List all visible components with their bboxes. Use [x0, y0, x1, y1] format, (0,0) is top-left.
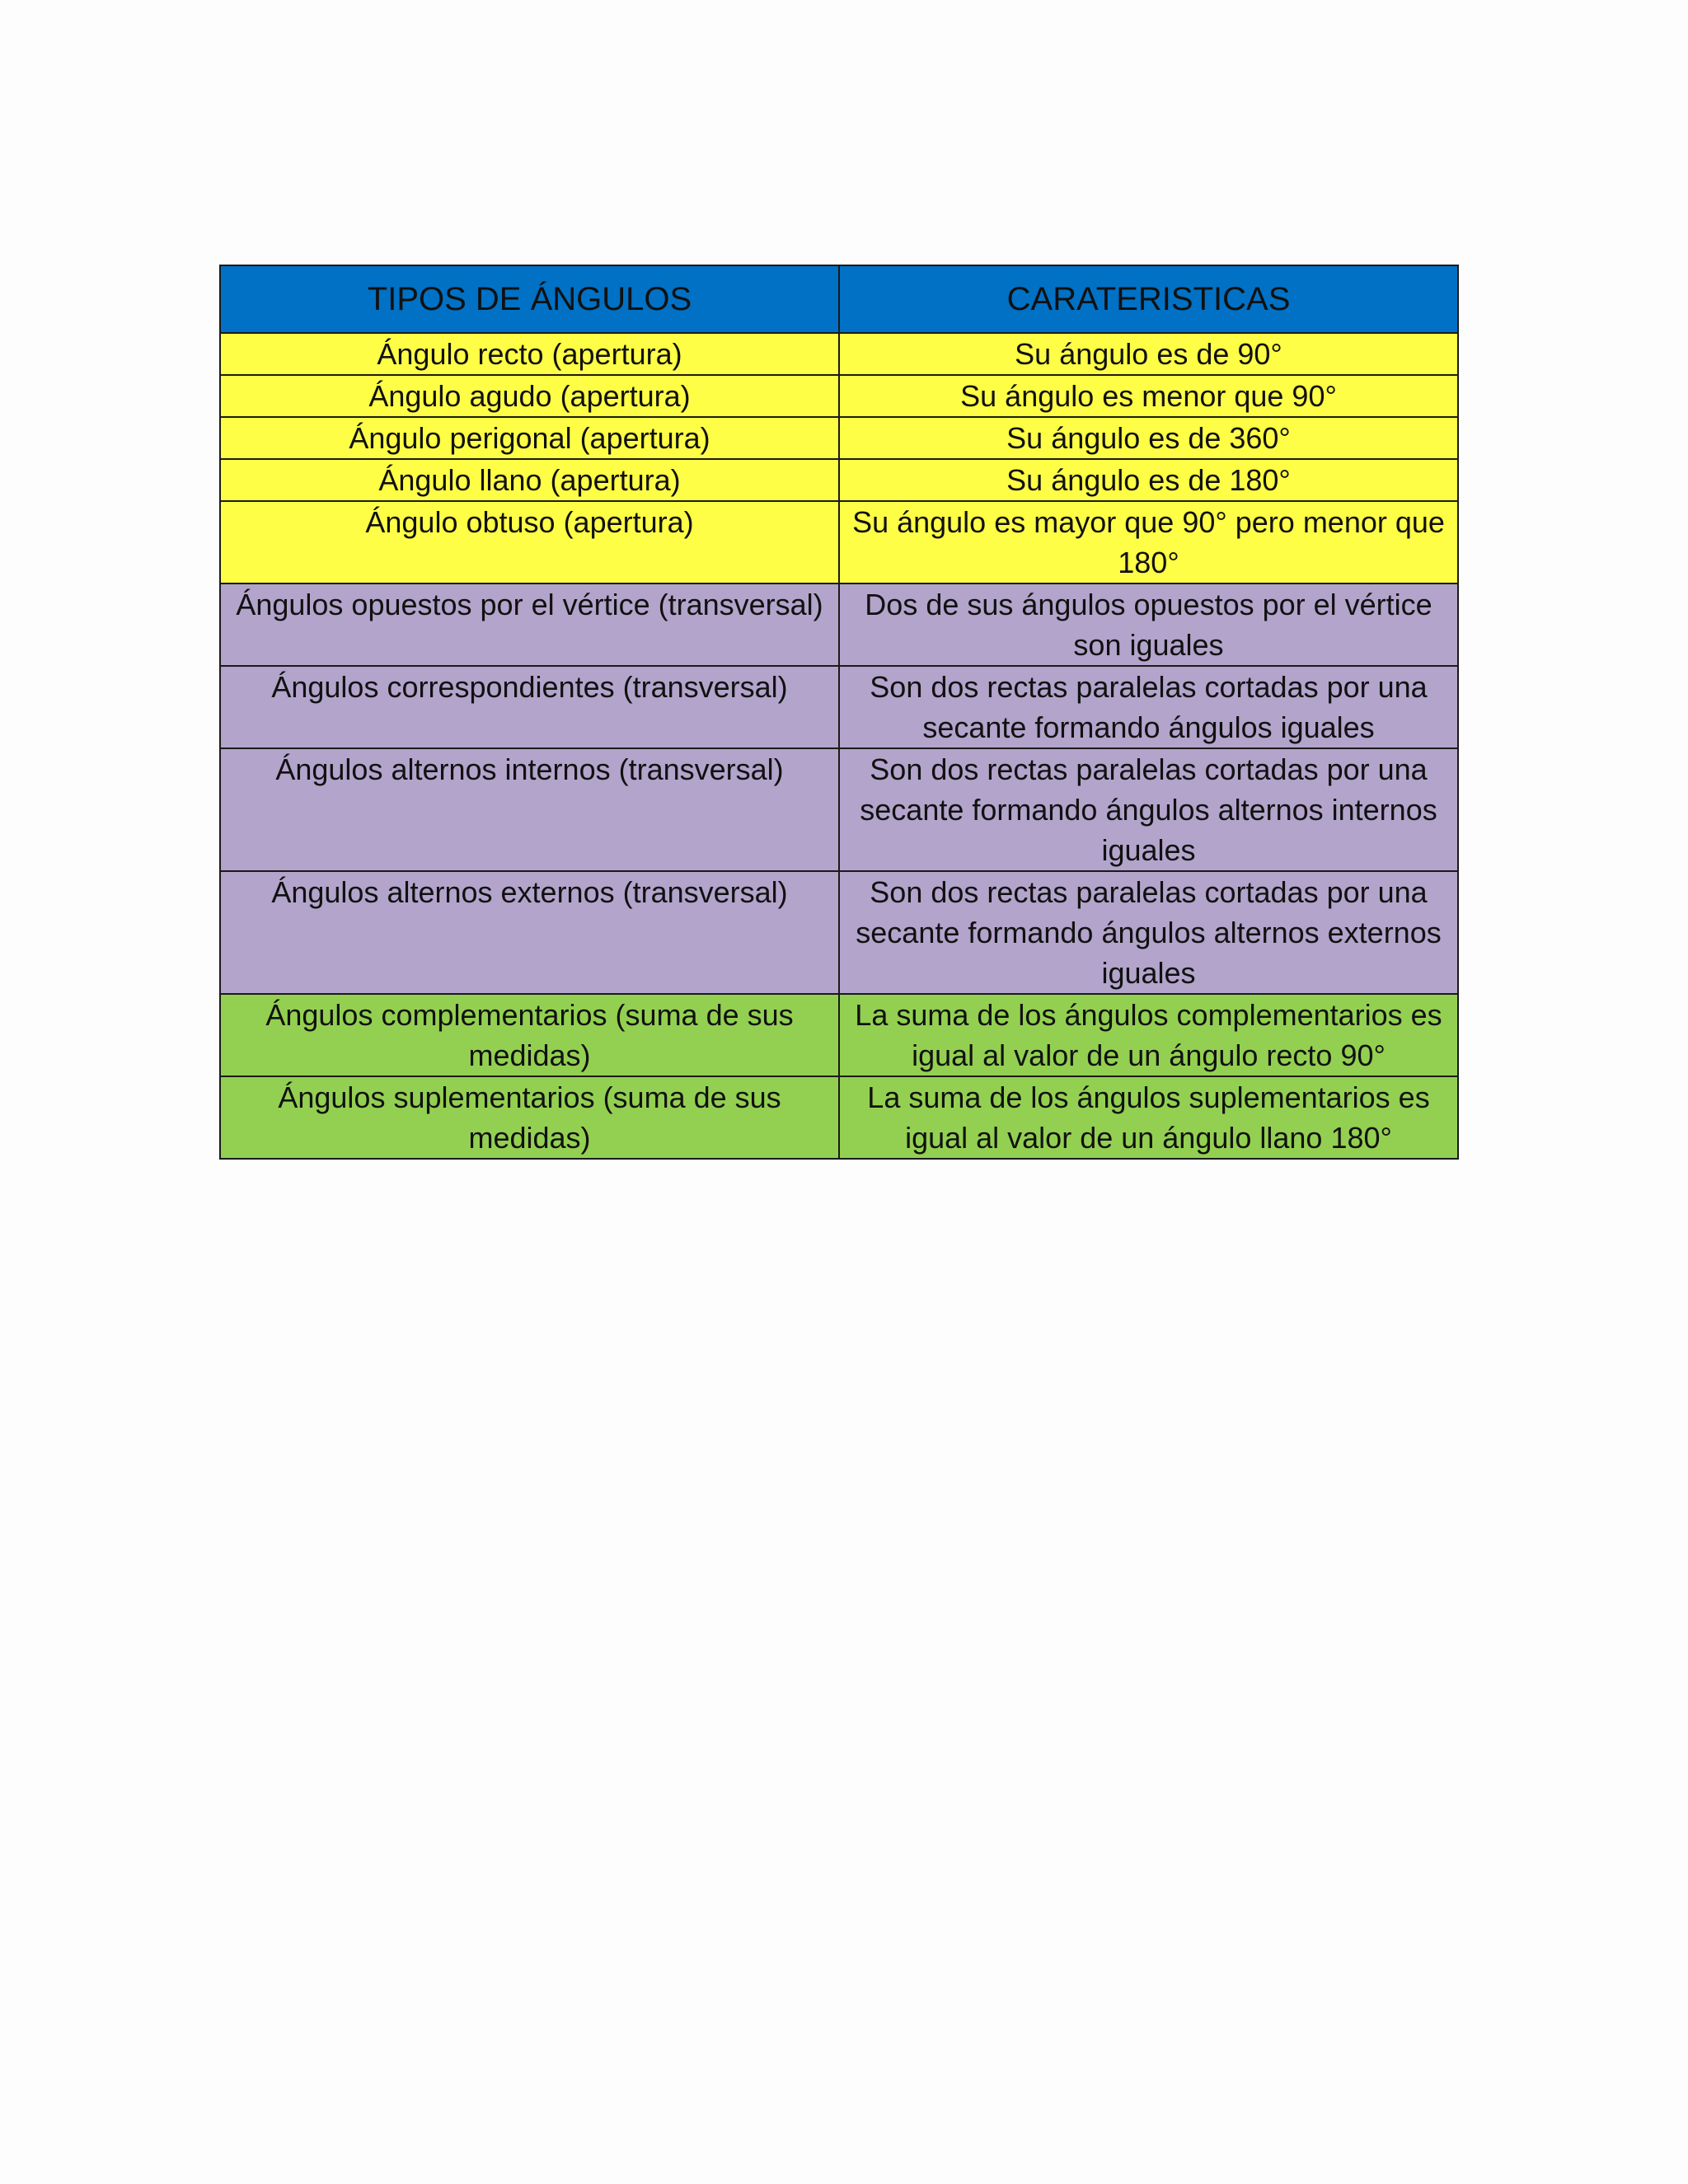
characteristic-cell: Su ángulo es de 180° — [839, 459, 1458, 501]
characteristic-cell: La suma de los ángulos suplementarios es igual al valor de un ángulo llano 180° — [839, 1076, 1458, 1159]
characteristic-cell: Su ángulo es de 360° — [839, 417, 1458, 459]
table-row — [220, 417, 1458, 459]
characteristic-cell: Son dos rectas paralelas cortadas por una secante formando ángulos iguales — [839, 666, 1458, 748]
angle-type-cell: Ángulos complementarios (suma de sus medidas) — [220, 994, 839, 1076]
angle-type-cell: Ángulo recto (apertura) — [220, 333, 839, 375]
header-angle-types: TIPOS DE ÁNGULOS — [220, 265, 839, 333]
angle-type-cell: Ángulos alternos internos (transversal) — [220, 748, 839, 871]
angle-type-cell: Ángulo llano (apertura) — [220, 459, 839, 501]
angle-type-cell: Ángulos opuestos por el vértice (transversal) — [220, 583, 839, 666]
angle-type-cell: Ángulo obtuso (apertura) — [220, 501, 839, 583]
characteristic-cell: Su ángulo es de 90° — [839, 333, 1458, 375]
characteristic-cell: La suma de los ángulos complementarios es igual al valor de un ángulo recto 90° — [839, 994, 1458, 1076]
table-row — [220, 994, 1458, 1076]
characteristic-cell: Su ángulo es mayor que 90° pero menor que 180° — [839, 501, 1458, 583]
characteristic-cell: Dos de sus ángulos opuestos por el vértice son iguales — [839, 583, 1458, 666]
characteristic-cell: Su ángulo es menor que 90° — [839, 375, 1458, 417]
angle-type-cell: Ángulos suplementarios (suma de sus medidas) — [220, 1076, 839, 1159]
table-row — [220, 583, 1458, 666]
table-row — [220, 871, 1458, 994]
angle-type-cell: Ángulo perigonal (apertura) — [220, 417, 839, 459]
characteristic-cell: Son dos rectas paralelas cortadas por una secante formando ángulos alternos externos iguales — [839, 871, 1458, 994]
table-header-row — [220, 265, 1458, 333]
table-row — [220, 375, 1458, 417]
angle-type-cell: Ángulo agudo (apertura) — [220, 375, 839, 417]
table-row — [220, 459, 1458, 501]
table-row — [220, 1076, 1458, 1159]
angle-types-table — [219, 265, 1459, 1160]
table-row — [220, 333, 1458, 375]
table-row — [220, 501, 1458, 583]
characteristic-cell: Son dos rectas paralelas cortadas por una secante formando ángulos alternos internos iguales — [839, 748, 1458, 871]
angle-type-cell: Ángulos alternos externos (transversal) — [220, 871, 839, 994]
angle-type-cell: Ángulos correspondientes (transversal) — [220, 666, 839, 748]
table-row — [220, 666, 1458, 748]
header-characteristics: CARATERISTICAS — [839, 265, 1458, 333]
table-row — [220, 748, 1458, 871]
